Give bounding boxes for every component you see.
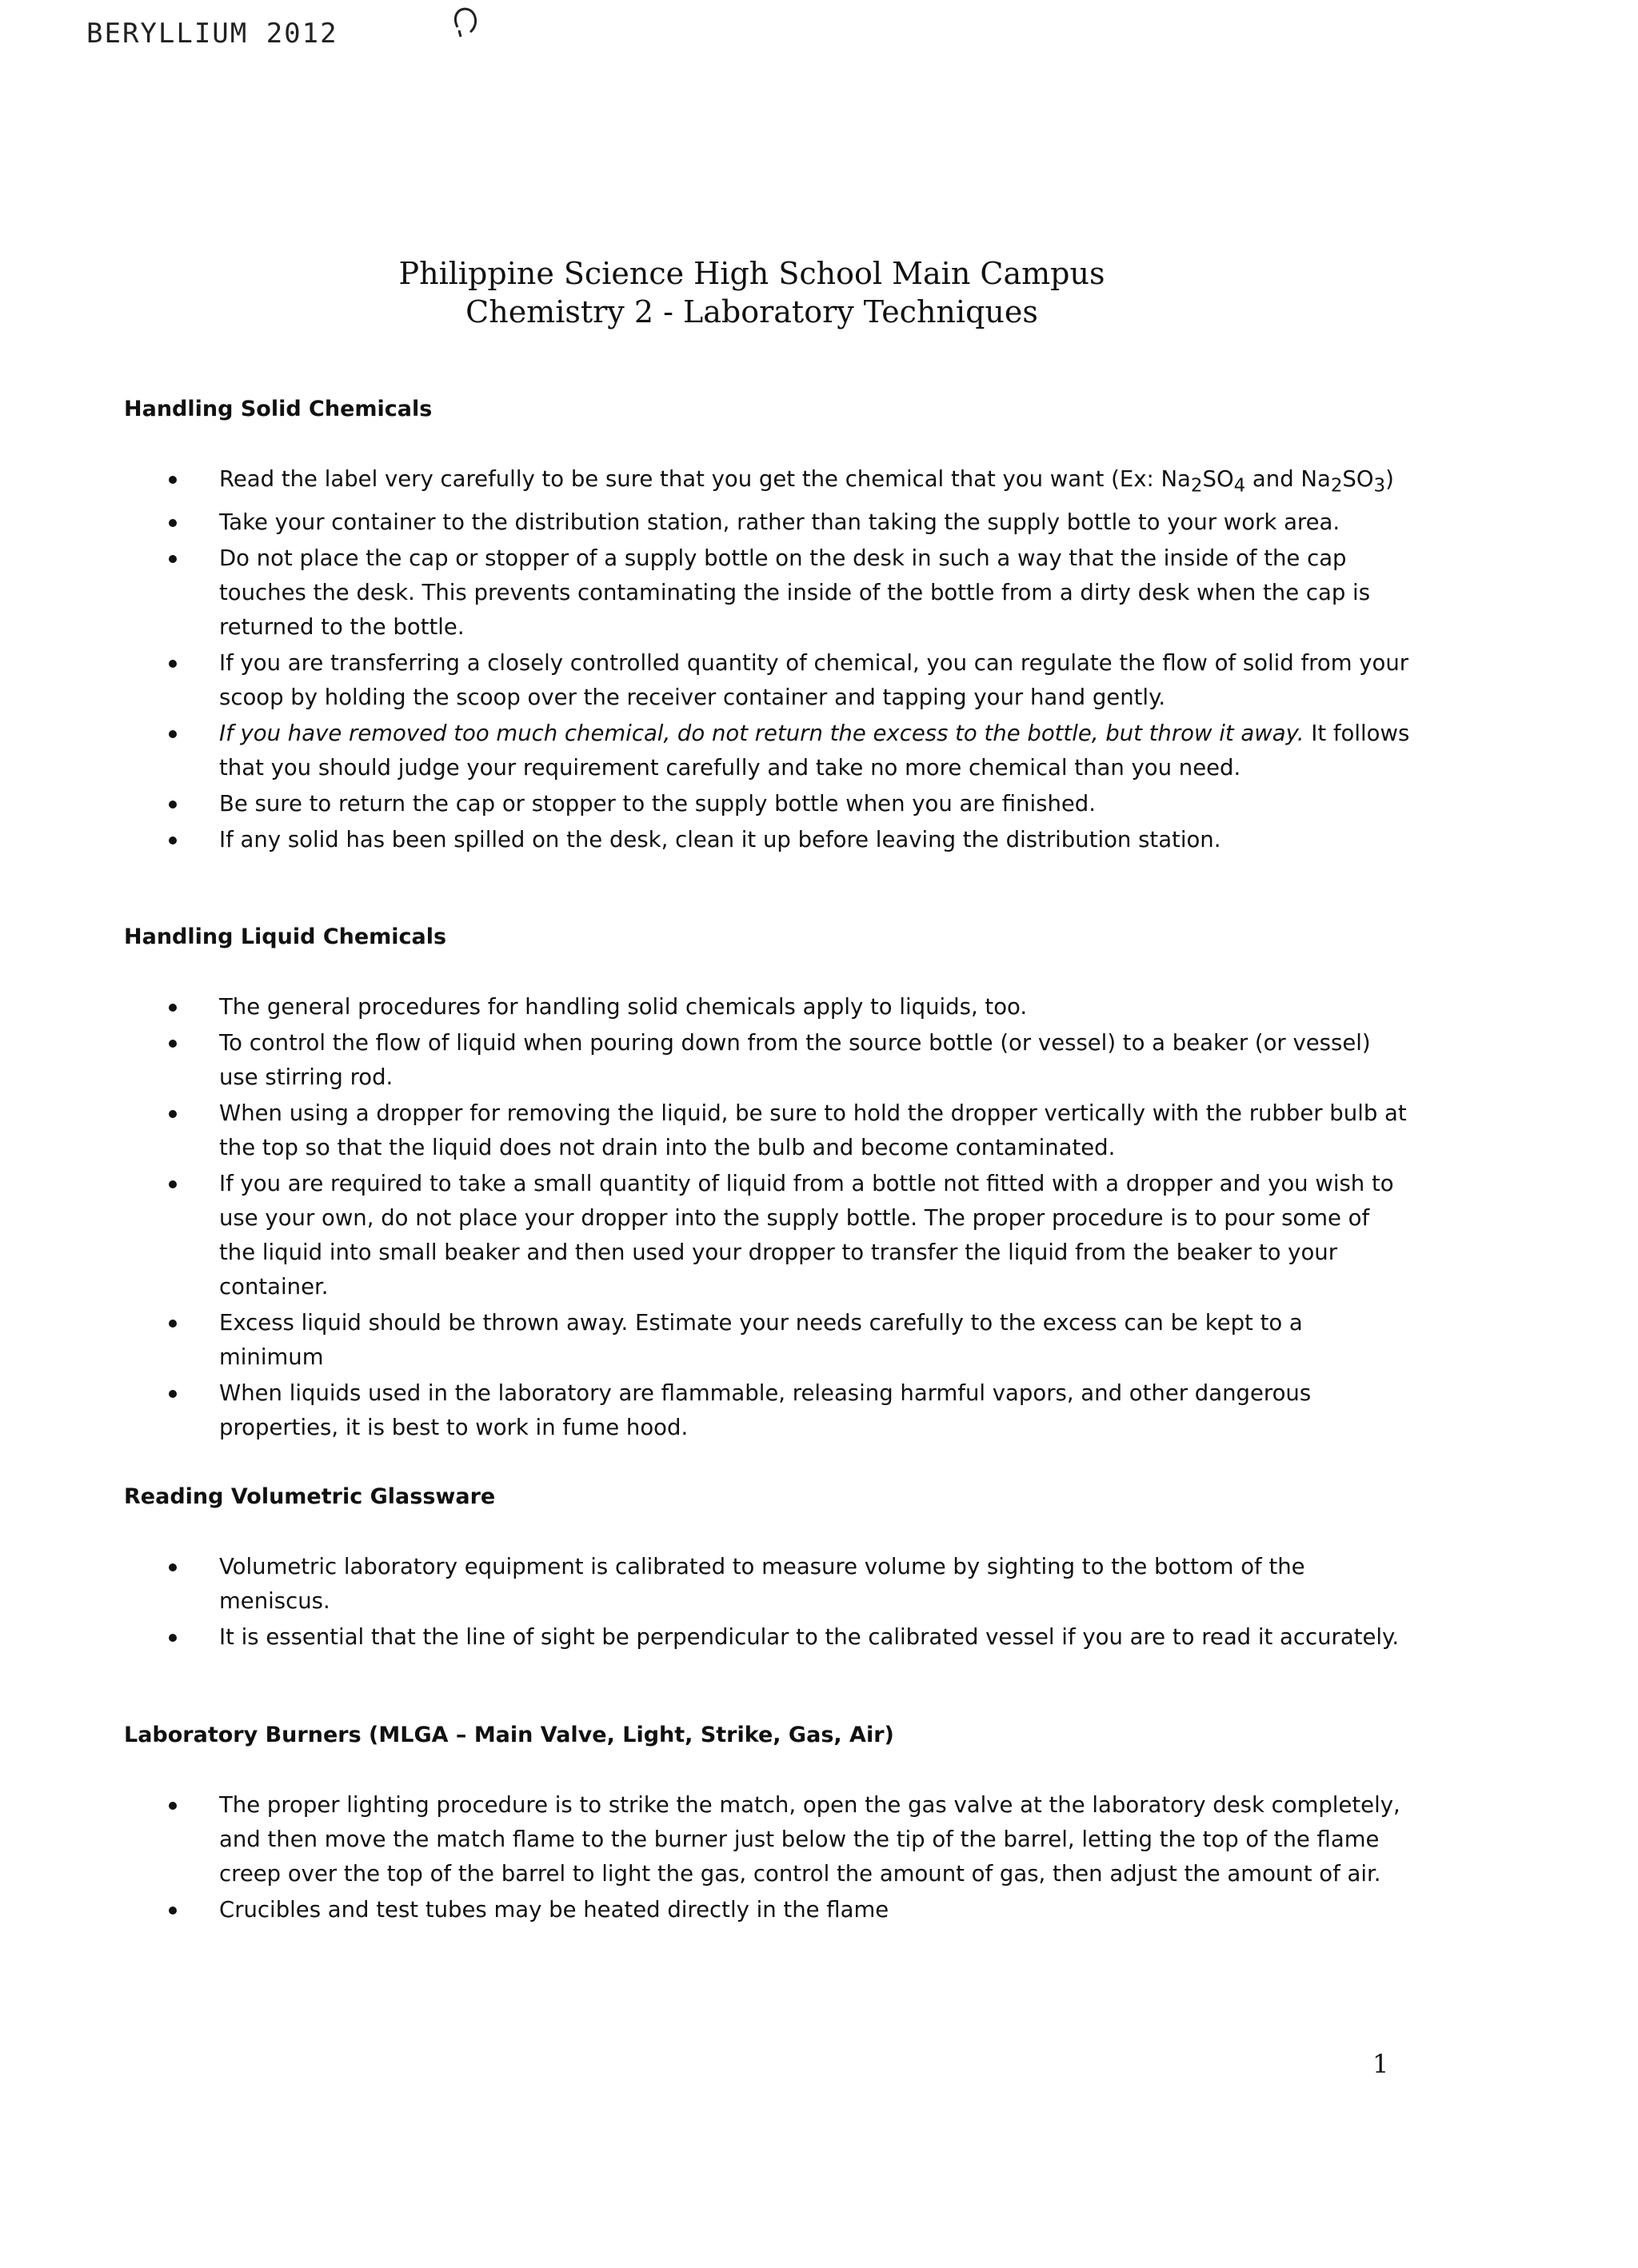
heading-laboratory-burners: Laboratory Burners (MLGA – Main Valve, Light, Strike, Gas, Air) [124, 1723, 894, 1747]
list-item: When liquids used in the laboratory are flammable, releasing harmful vapors, and other dangerous properties, it is best to work in fume hood. [219, 1376, 1411, 1445]
list-solid-chemicals [160, 462, 1411, 859]
list-item: Crucibles and test tubes may be heated directly in the flame [219, 1893, 1411, 1927]
list-liquid-chemicals [160, 990, 1411, 1447]
list-item: When using a dropper for removing the liquid, be sure to hold the dropper vertically with the rubber bulb at the top so that the liquid does not drain into the bulb and become contaminated. [219, 1096, 1411, 1165]
list-item: Take your container to the distribution station, rather than taking the supply bottle to your work area. [219, 505, 1411, 540]
list-item: Read the label very carefully to be sure that you get the chemical that you want (Ex: $Na_2SO_4$ and $Na_2SO_3$) [219, 462, 1411, 504]
heading-liquid-chemicals: Handling Liquid Chemicals [124, 924, 447, 949]
list-item: Excess liquid should be thrown away. Estimate your needs carefully to the excess can be kept to a minimum [219, 1306, 1411, 1375]
list-item: It is essential that the line of sight be perpendicular to the calibrated vessel if you are to read it accurately. [219, 1620, 1411, 1655]
list-item: Volumetric laboratory equipment is calibrated to measure volume by sighting to the bottom of the meniscus. [219, 1550, 1411, 1619]
list-volumetric-glassware [160, 1550, 1411, 1656]
list-item: To control the flow of liquid when pouring down from the source bottle (or vessel) to a beaker (or vessel) use stirring rod. [219, 1026, 1411, 1095]
document-header [0, 254, 1504, 331]
heading-solid-chemicals: Handling Solid Chemicals [124, 397, 433, 421]
list-item: If you are transferring a closely controlled quantity of chemical, you can regulate the flow of solid from your scoop by holding the scoop over the receiver container and tapping your hand gently. [219, 646, 1411, 715]
list-laboratory-burners [160, 1788, 1411, 1929]
list-item: Do not place the cap or stopper of a supply bottle on the desk in such a way that the inside of the cap touches the desk. This prevents contaminating the inside of the bottle from a dirty desk when the cap is returned to the bottle. [219, 541, 1411, 645]
list-item: The general procedures for handling solid chemicals apply to liquids, too. [219, 990, 1411, 1024]
handwritten-note: BERYLLIUM 2012 [86, 18, 338, 50]
list-item: If you are required to take a small quantity of liquid from a bottle not fitted with a dropper and you wish to use your own, do not place your dropper into the supply bottle. The proper procedure is to pour some of the liquid into small beaker and then used your dropper to transfer the liquid from the beaker to your container. [219, 1167, 1411, 1304]
list-item: The proper lighting procedure is to strike the match, open the gas valve at the laboratory desk completely, and then move the match flame to the burner just below the tip of the barrel, letting the top of the flame creep over the top of the barrel to light the gas, control the amount of gas, then adjust the amount of air. [219, 1788, 1411, 1891]
heading-volumetric-glassware: Reading Volumetric Glassware [124, 1484, 496, 1509]
page-number: 1 [1372, 2049, 1389, 2079]
scribble-mark-icon [441, 3, 489, 40]
school-name: Philippine Science High School Main Campus [398, 256, 1105, 291]
list-item: If you have removed too much chemical, do not return the excess to the bottle, but throw it away. It follows that you should judge your requirement carefully and take no more chemical than you need. [219, 717, 1411, 785]
italic-note: If you have removed too much chemical, do not return the excess to the bottle, but throw it away. [219, 720, 1304, 746]
course-title: Chemistry 2 - Laboratory Techniques [465, 294, 1038, 329]
list-item: If any solid has been spilled on the desk, clean it up before leaving the distribution station. [219, 823, 1411, 857]
list-item: Be sure to return the cap or stopper to the supply bottle when you are finished. [219, 787, 1411, 821]
